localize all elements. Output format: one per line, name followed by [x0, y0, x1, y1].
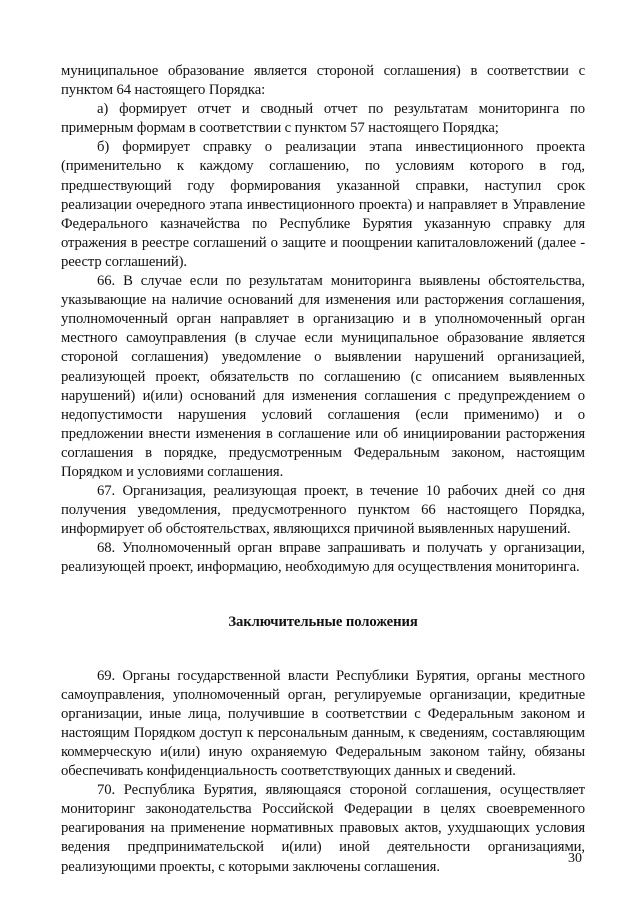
paragraph-68: 68. Уполномоченный орган вправе запрашивать и получать у организации, реализующей проект, информацию, необходимую для осуществления мониторинга. — [61, 540, 585, 576]
paragraph-70: 70. Республика Бурятия, являющаяся стороной соглашения, осуществляет мониторинг законодательства Российской Федерации в целях своевременного реагирования на применение нормативных правовых актов, ухудшающих условия ведения предпринимательской и(или) иной деятельности организациями, реализующими проекты, с которыми заключены соглашения. — [61, 782, 585, 875]
paragraph-item-b: б) формирует справку о реализации этапа инвестиционного проекта (применительно к каждому соглашению, по условиям которого в год, предшествующий году формирования указанной справки, наступил срок реализации очередного этапа инвестиционного проекта) и направляет в Управление Федерального казначейства по Республике Бурятия указанную справку для отражения в реестре соглашений о защите и поощрении капиталовложений (далее - реестр соглашений). — [61, 139, 585, 270]
section-heading: Заключительные положения — [228, 613, 418, 630]
paragraph-continuation: муниципальное образование является стороной соглашения) в соответствии с пунктом 64 настоящего Порядка: — [61, 63, 585, 99]
paragraph-66: 66. В случае если по результатам мониторинга выявлены обстоятельства, указывающие на наличие оснований для изменения или расторжения соглашения, уполномоченный орган направляет в организацию и в уполномоченный орган местного самоуправления (в случае если муниципальное образование является стороной соглашения) уведомление о выявлении нарушений организацией, реализующей проект, обязательств по соглашению (с описанием выявленных нарушений) и(или) оснований для изменения соглашения с предупреждением о недопустимости нарушения условий соглашения (если применимо) и о предложении внести изменения в соглашение или об инициировании расторжения соглашения в порядке, предусмотренным Федеральным законом, настоящим Порядком и условиями соглашения. — [61, 273, 585, 480]
paragraph-item-a: а) формирует отчет и сводный отчет по результатам мониторинга по примерным формам в соответствии с пунктом 57 настоящего Порядка; — [61, 101, 585, 137]
document-page — [61, 62, 585, 877]
page-number: 30 — [568, 851, 582, 866]
paragraph-67: 67. Организация, реализующая проект, в течение 10 рабочих дней со дня получения уведомления, предусмотренного пунктом 66 настоящего Порядка, информирует об обстоятельствах, являющихся причиной выявленных нарушений. — [61, 483, 585, 538]
paragraph-69: 69. Органы государственной власти Республики Бурятия, органы местного самоуправления, уполномоченный орган, регулируемые организации, кредитные организации, иные лица, получившие в соответствии с Федеральным законом и настоящим Порядком доступ к персональным данным, к сведениям, составляющим коммерческую и(или) иную охраняемую Федеральным законом тайну, обязаны обеспечивать конфиденциальность соответствующих данных и сведений. — [61, 667, 585, 780]
